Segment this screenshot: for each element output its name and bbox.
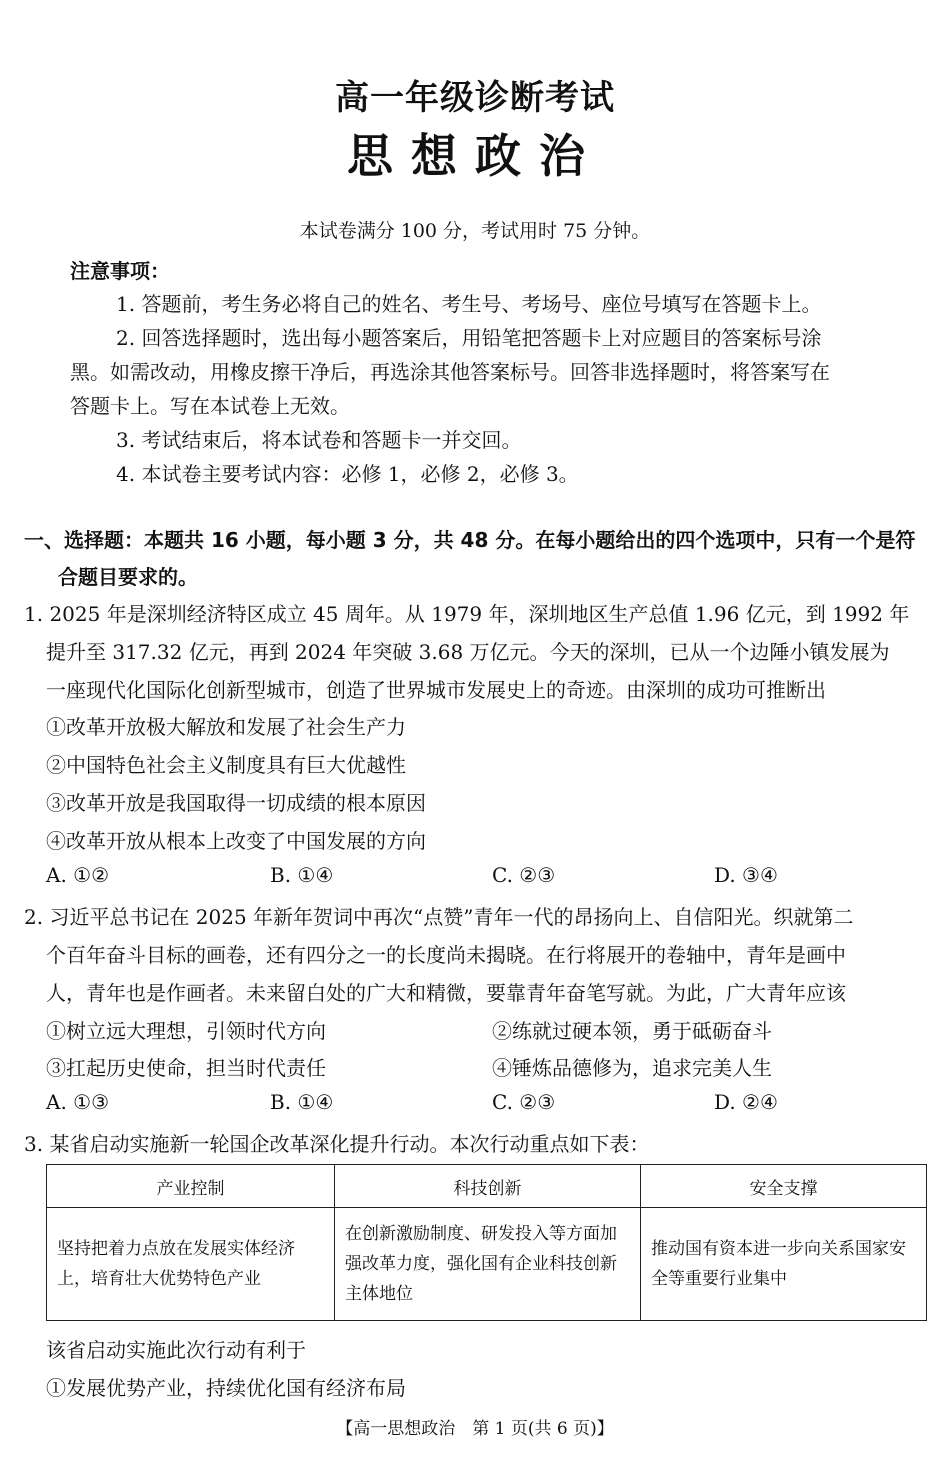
q1-stem: 一座现代化国际化创新型城市，创造了世界城市发展史上的奇迹。由深圳的成功可推断出 [46, 678, 826, 702]
q2-stem: 2. 习近平总书记在 2025 年新年贺词中再次“点赞”青年一代的昂扬向上、自信阳光。织就第二 [24, 905, 854, 929]
q3-stem: 3. 某省启动实施新一轮国企改革深化提升行动。本次行动重点如下表： [24, 1132, 650, 1156]
q2-statement: ④锤炼品德修为，追求完美人生 [492, 1056, 772, 1080]
table-header: 安全支撑 [641, 1165, 927, 1208]
table-cell: 在创新激励制度、研发投入等方面加强改革力度，强化国有企业科技创新主体地位 [335, 1208, 641, 1321]
notice-line: 3. 考试结束后，将本试卷和答题卡一并交回。 [116, 428, 522, 452]
q1-option-b[interactable]: B. ①④ [270, 863, 334, 887]
q2-option-a[interactable]: A. ①③ [46, 1090, 110, 1114]
q1-option-d[interactable]: D. ③④ [714, 863, 778, 887]
q1-statement: ②中国特色社会主义制度具有巨大优越性 [46, 753, 406, 777]
notice-heading: 注意事项： [70, 259, 170, 283]
section-heading: 一、选择题：本题共 16 小题，每小题 3 分，共 48 分。在每小题给出的四个选项中，只有一个是符 [24, 528, 916, 552]
q1-statement: ①改革开放极大解放和发展了社会生产力 [46, 715, 406, 739]
q3-statement: ①发展优势产业，持续优化国有经济布局 [46, 1376, 406, 1400]
section-heading-cont: 合题目要求的。 [58, 565, 198, 589]
q1-statement: ③改革开放是我国取得一切成绩的根本原因 [46, 791, 426, 815]
exam-title: 高一年级诊断考试 [335, 78, 615, 118]
q1-option-a[interactable]: A. ①② [46, 863, 110, 887]
q2-option-b[interactable]: B. ①④ [270, 1090, 334, 1114]
exam-intro: 本试卷满分 100 分，考试用时 75 分钟。 [299, 220, 651, 242]
q2-option-c[interactable]: C. ②③ [492, 1090, 556, 1114]
notice-line: 1. 答题前，考生务必将自己的姓名、考生号、考场号、座位号填写在答题卡上。 [116, 292, 822, 316]
q1-statement: ④改革开放从根本上改变了中国发展的方向 [46, 829, 426, 853]
notice-line: 答题卡上。写在本试卷上无效。 [70, 394, 350, 418]
table-row [47, 1208, 927, 1321]
q2-stem: 人，青年也是作画者。未来留白处的广大和精微，要靠青年奋笔写就。为此，广大青年应该 [46, 981, 846, 1005]
table-header: 科技创新 [335, 1165, 641, 1208]
q1-stem: 提升至 317.32 亿元，再到 2024 年突破 3.68 万亿元。今天的深圳，已从一个边陲小镇发展为 [46, 640, 890, 664]
notice-line: 2. 回答选择题时，选出每小题答案后，用铅笔把答题卡上对应题目的答案标号涂 [116, 326, 822, 350]
q3-follow: 该省启动实施此次行动有利于 [46, 1338, 306, 1362]
notice-line: 黑。如需改动，用橡皮擦干净后，再选涂其他答案标号。回答非选择题时，将答案写在 [70, 360, 830, 384]
q2-stem: 个百年奋斗目标的画卷，还有四分之一的长度尚未揭晓。在行将展开的卷轴中，青年是画中 [46, 943, 846, 967]
table-cell: 推动国有资本进一步向关系国家安全等重要行业集中 [641, 1208, 927, 1321]
table-header: 产业控制 [47, 1165, 335, 1208]
q1-stem: 1. 2025 年是深圳经济特区成立 45 周年。从 1979 年，深圳地区生产总值 1.96 亿元，到 1992 年 [24, 602, 910, 626]
q2-statement: ②练就过硬本领，勇于砥砺奋斗 [492, 1019, 772, 1043]
q1-option-c[interactable]: C. ②③ [492, 863, 556, 887]
action-focus-table [46, 1164, 927, 1321]
table-header-row [47, 1165, 927, 1208]
table-cell: 坚持把着力点放在发展实体经济上，培育壮大优势特色产业 [47, 1208, 335, 1321]
q2-statement: ③扛起历史使命，担当时代责任 [46, 1056, 326, 1080]
page-footer: 【高一思想政治 第 1 页(共 6 页)】 [336, 1419, 614, 1439]
subject-title: 思想政治 [347, 129, 603, 183]
notice-line: 4. 本试卷主要考试内容：必修 1，必修 2，必修 3。 [116, 462, 579, 486]
q2-option-d[interactable]: D. ②④ [714, 1090, 778, 1114]
q2-statement: ①树立远大理想，引领时代方向 [46, 1019, 326, 1043]
